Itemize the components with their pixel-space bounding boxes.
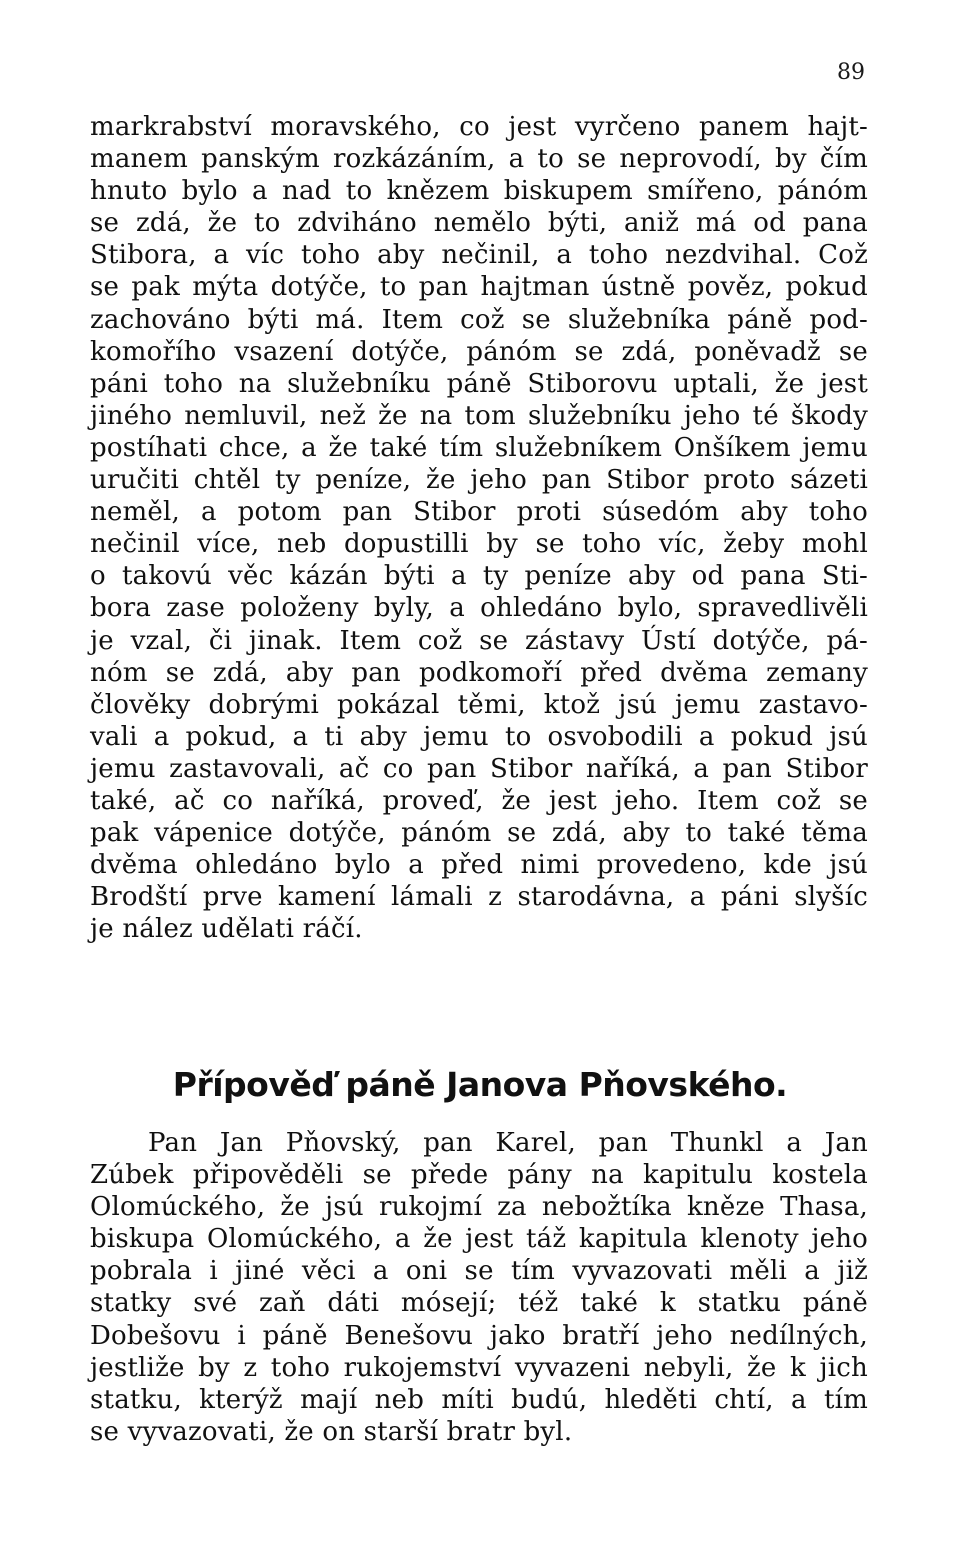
paragraph-section-one (90, 111, 868, 945)
text-line: neměl, a potom pan Stibor proti súsedóm aby toho (90, 497, 868, 528)
page-number: 89 (837, 60, 865, 85)
text-line: uručiti chtěl ty peníze, že jeho pan Stibor proto sázeti (90, 465, 868, 496)
text-line: se vyvazovati, že on starší bratr byl. (90, 1416, 573, 1447)
text-line: se zdá, že to zdviháno nemělo býti, aniž má od pana (90, 208, 868, 239)
text-line: o takovú věc kázán býti a ty peníze aby od pana Sti- (90, 561, 868, 592)
text-line: Zúbek připověděli se přede pány na kapitulu kostela (90, 1160, 868, 1191)
text-line: statky své zaň dáti mósejí; též také k statku páně (90, 1288, 868, 1319)
text-line: je nález udělati ráčí. (90, 914, 363, 945)
text-line: jemu zastavovali, ač co pan Stibor naříká, a pan Stibor (90, 753, 868, 784)
text-line: Olomúckého, že jsú rukojmí za nebožtíka kněze Thasa, (90, 1192, 868, 1223)
text-line: statku, kterýž mají neb míti budú, hleděti chtí, a tím (90, 1384, 868, 1415)
text-line: nóm se zdá, aby pan podkomoří před dvěma zemany (90, 657, 868, 688)
text-line: markrabství moravského, co jest vyrčeno panem hajt- (90, 112, 868, 142)
text-line: bora zase položeny byly, a ohledáno bylo, spravedlivěli (90, 593, 868, 624)
text-line: Pan Jan Pňovský, pan Karel, pan Thunkl a Jan (148, 1128, 868, 1158)
text-line: Brodští prve kamení lámali z starodávna, a páni slyšíc (90, 882, 868, 913)
text-line: dvěma ohledáno bylo a před nimi provedeno, kde jsú (90, 850, 868, 881)
text-line: pak vápenice dotýče, pánóm se zdá, aby to také těma (90, 818, 868, 849)
text-line: člověky dobrými pokázal těmi, ktož jsú jemu zastavo- (90, 689, 868, 720)
text-line: postíhati chce, a že také tím služebníkem Onšíkem jemu (90, 432, 868, 463)
text-line: Stibora, a víc toho aby nečinil, a toho nezdvihal. Což (90, 240, 868, 271)
text-line: se pak mýta dotýče, to pan hajtman ústně pověz, pokud (90, 272, 868, 303)
text-line: zachováno býti má. Item což se služebníka páně pod- (90, 304, 868, 335)
text-line: biskupa Olomúckého, a že jest táž kapitula klenoty jeho (90, 1224, 868, 1255)
text-line: manem panským rozkázáním, a to se neprovodí, by čím (90, 144, 868, 175)
text-line: pobrala i jiné věci a oni se tím vyvazovati měli a již (90, 1256, 868, 1287)
text-line: Dobešovu i páně Benešovu jako bratří jeho nedílných, (90, 1320, 868, 1351)
text-line: jiného nemluvil, než že na tom služebníku jeho té škody (90, 400, 868, 431)
text-line: také, ač co naříká, proveď, že jest jeho. Item což se (90, 785, 868, 816)
paragraph-section-two (90, 1127, 868, 1448)
text-line: komořího vsazení dotýče, pánóm se zdá, poněvadž se (90, 336, 868, 367)
text-line: hnuto bylo a nad to knězem biskupem smířeno, pánóm (90, 176, 868, 207)
text-line: vali a pokud, a ti aby jemu to osvobodili a pokud jsú (90, 721, 868, 752)
text-line: nečinil více, neb dopustilli by se toho víc, žeby mohl (90, 529, 868, 560)
text-line: je vzal, či jinak. Item což se zástavy Ústí dotýče, pá- (90, 625, 868, 656)
text-line: páni toho na služebníku páně Stiborovu uptali, že jest (90, 368, 868, 399)
text-line: jestliže by z toho rukojemství vyvazeni nebyli, že k jich (90, 1352, 868, 1383)
section-heading: Přípověď páně Janova Pňovského. (172, 1065, 788, 1104)
